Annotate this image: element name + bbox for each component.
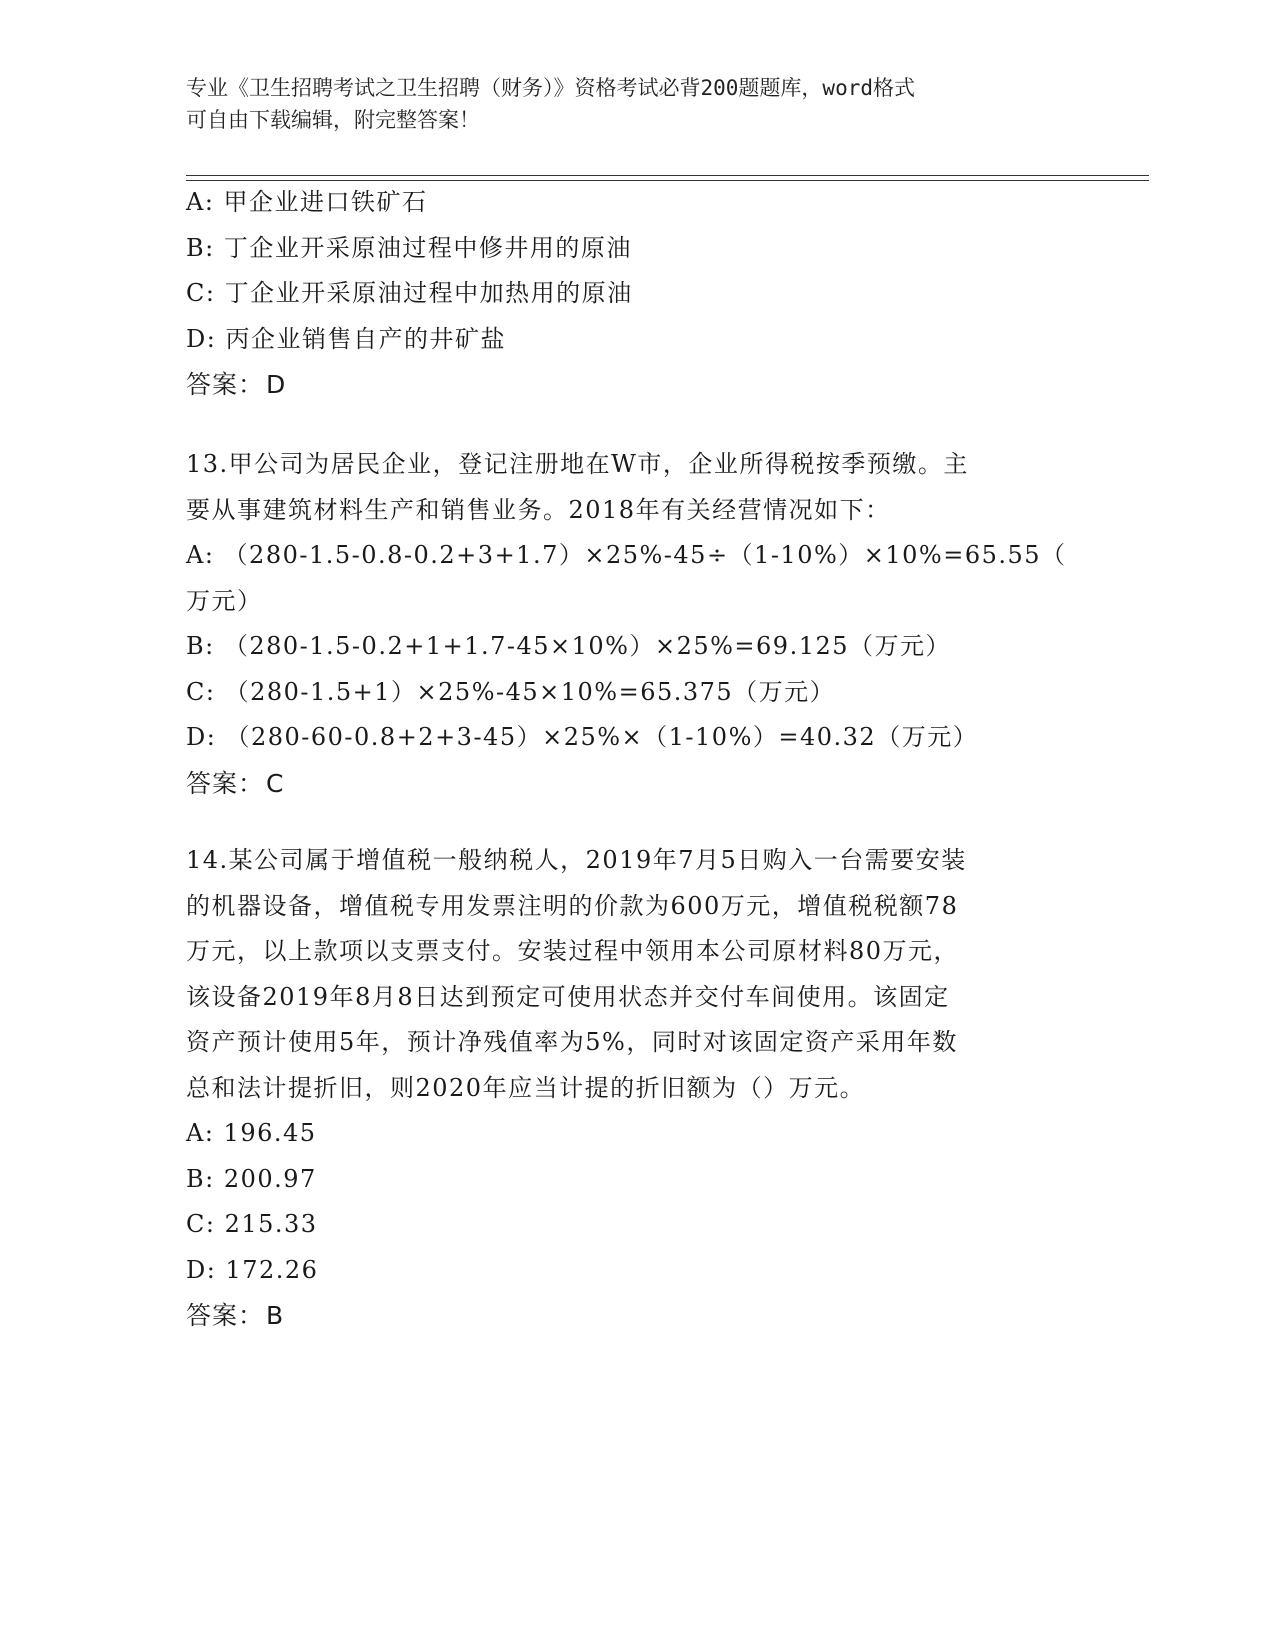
question-stem-line: 14.某公司属于增值税一般纳税人，2019年7月5日购入一台需要安装 [186, 846, 967, 874]
option-d: D: （280-60-0.8+2+3-45）×25%×（1-10%）=40.32（万元） [186, 723, 979, 751]
option-a: A: （280-1.5-0.8-0.2+3+1.7）×25%-45÷（1-10%）×10%=65.55（ [186, 541, 1067, 569]
header-rule-top [186, 175, 1149, 176]
answer-label: 答案： [186, 1301, 265, 1330]
option-a: A: 甲企业进口铁矿石 [186, 188, 428, 216]
option-a-continued: 万元） [186, 586, 263, 615]
answer-value: B [266, 1301, 285, 1330]
option-a: A: 196.45 [186, 1119, 317, 1147]
option-d: D: 172.26 [186, 1255, 319, 1284]
question-13 [186, 442, 1086, 806]
answer-line [186, 362, 1086, 408]
answer-line [186, 1293, 1086, 1339]
header-line-1: 专业《卫生招聘考试之卫生招聘（财务）》资格考试必背200题题库，word格式 [186, 76, 915, 100]
question-stem-line: 万元，以上款项以支票支付。安装过程中领用本公司原材料80万元， [186, 937, 960, 965]
option-b: B: 丁企业开采原油过程中修井用的原油 [186, 233, 632, 262]
question-stem-line: 要从事建筑材料生产和销售业务。2018年有关经营情况如下： [186, 495, 891, 524]
question-stem-line: 的机器设备，增值税专用发票注明的价款为600万元，增值税税额78 [186, 891, 959, 920]
option-d: D: 丙企业销售自产的井矿盐 [186, 324, 506, 353]
document-header [186, 72, 1066, 136]
answer-label: 答案： [186, 370, 265, 399]
answer-value: D [266, 370, 287, 399]
question-stem-line: 该设备2019年8月8日达到预定可使用状态并交付车间使用。该固定 [186, 982, 950, 1011]
question-stem-line: 13.甲公司为居民企业，登记注册地在W市，企业所得税按季预缴。主 [186, 450, 969, 478]
header-line-2: 可自由下载编辑，附完整答案！ [186, 108, 480, 132]
option-c: C: （280-1.5+1）×25%-45×10%=65.375（万元） [186, 677, 836, 706]
question-14 [186, 838, 1086, 1339]
answer-label: 答案： [186, 768, 265, 798]
answer-value: C [266, 768, 285, 798]
question-stem-line: 总和法计提折旧，则2020年应当计提的折旧额为（）万元。 [186, 1073, 866, 1102]
option-b: B: 200.97 [186, 1164, 317, 1193]
question-12 [186, 180, 1086, 408]
answer-line [186, 761, 1086, 807]
question-stem-line: 资产预计使用5年，预计净残值率为5%，同时对该固定资产采用年数 [186, 1028, 958, 1056]
option-c: C: 丁企业开采原油过程中加热用的原油 [186, 279, 633, 307]
option-c: C: 215.33 [186, 1210, 318, 1238]
option-b: B: （280-1.5-0.2+1+1.7-45×10%）×25%=69.125（万元） [186, 632, 952, 660]
